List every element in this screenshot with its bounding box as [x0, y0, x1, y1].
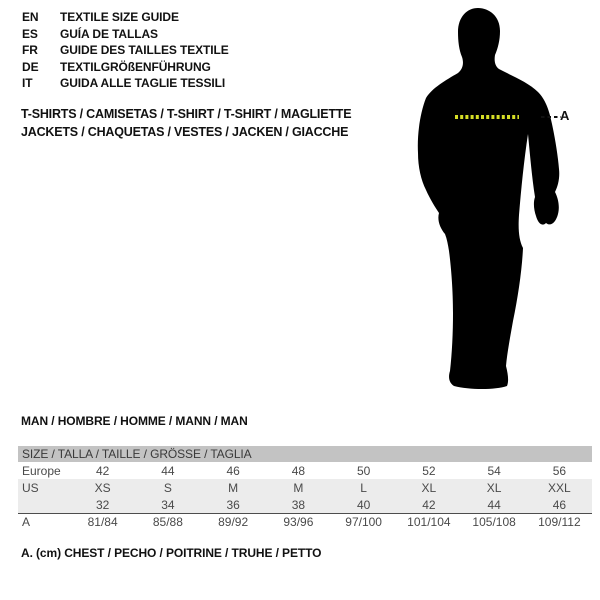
size-cell: 101/104 — [407, 515, 451, 529]
size-cell: 85/88 — [152, 515, 183, 529]
guide-title: TEXTILE SIZE GUIDE — [60, 10, 179, 24]
language-code: ES — [22, 26, 38, 41]
size-cell: 36 — [226, 497, 240, 512]
size-cell: L — [360, 480, 367, 495]
size-table — [18, 446, 592, 530]
language-code: EN — [22, 10, 39, 24]
size-cell: 32 — [95, 497, 110, 512]
size-cell: M — [228, 480, 239, 495]
guide-title: GUIDA ALLE TAGLIE TESSILI — [60, 76, 226, 90]
size-cell: 105/108 — [472, 515, 516, 529]
category-line-jackets: JACKETS / CHAQUETAS / VESTES / JACKEN / GIACCHE — [21, 124, 349, 139]
size-cell: 54 — [487, 463, 501, 478]
language-code: FR — [22, 43, 38, 57]
size-cell: 44 — [161, 463, 175, 478]
size-cell: 89/92 — [218, 515, 249, 529]
footnote-chest-measure: A. (cm) CHEST / PECHO / POITRINE / TRUHE / PETTO — [21, 546, 322, 560]
language-title-list — [22, 11, 229, 90]
size-cell: M — [293, 480, 304, 495]
size-cell: 44 — [487, 497, 501, 512]
size-cell: 81/84 — [87, 515, 118, 529]
size-cell: 93/96 — [283, 515, 314, 529]
size-row-europe — [18, 462, 592, 479]
size-cell: 42 — [95, 463, 110, 478]
size-row-chest-cm — [18, 513, 592, 530]
size-row-numeric — [18, 496, 592, 513]
size-cell: 40 — [356, 497, 371, 512]
size-cell: XXL — [548, 480, 571, 495]
size-cell: 42 — [422, 497, 436, 512]
guide-title: GUIDE DES TAILLES TEXTILE — [60, 43, 229, 57]
row-label: US — [22, 480, 39, 495]
size-cell: 48 — [291, 463, 306, 478]
measure-label-a: A — [560, 108, 570, 123]
row-label: Europe — [22, 463, 61, 478]
size-cell: 97/100 — [345, 515, 382, 529]
size-cell: 34 — [161, 497, 175, 512]
size-cell: 50 — [356, 463, 371, 478]
size-cell: 46 — [226, 463, 240, 478]
size-cell: XL — [486, 480, 502, 495]
row-label: A — [22, 515, 31, 529]
language-code: IT — [22, 76, 33, 90]
size-cell: 52 — [422, 463, 436, 478]
size-cell: 56 — [552, 463, 567, 478]
category-line-tshirts: T-SHIRTS / CAMISETAS / T-SHIRT / T-SHIRT / MAGLIETTE — [21, 107, 352, 121]
man-silhouette-figure — [415, 5, 580, 395]
man-silhouette-svg — [415, 5, 580, 395]
size-cell: XS — [94, 480, 111, 495]
guide-title: TEXTILGRÖßENFÜHRUNG — [60, 59, 211, 74]
guide-title: GUÍA DE TALLAS — [60, 26, 158, 41]
size-cell: 109/112 — [538, 515, 581, 529]
size-cell: 46 — [552, 497, 567, 512]
size-cell: 38 — [291, 497, 306, 512]
size-table-header: SIZE / TALLA / TAILLE / GRÖSSE / TAGLIA — [18, 446, 592, 462]
language-code: DE — [22, 59, 39, 74]
man-silhouette-shape — [418, 8, 559, 389]
size-row-us — [18, 479, 592, 496]
size-cell: S — [163, 480, 172, 495]
size-cell: XL — [421, 480, 437, 495]
category-list — [21, 106, 351, 141]
section-title-man: MAN / HOMBRE / HOMME / MANN / MAN — [21, 414, 248, 428]
